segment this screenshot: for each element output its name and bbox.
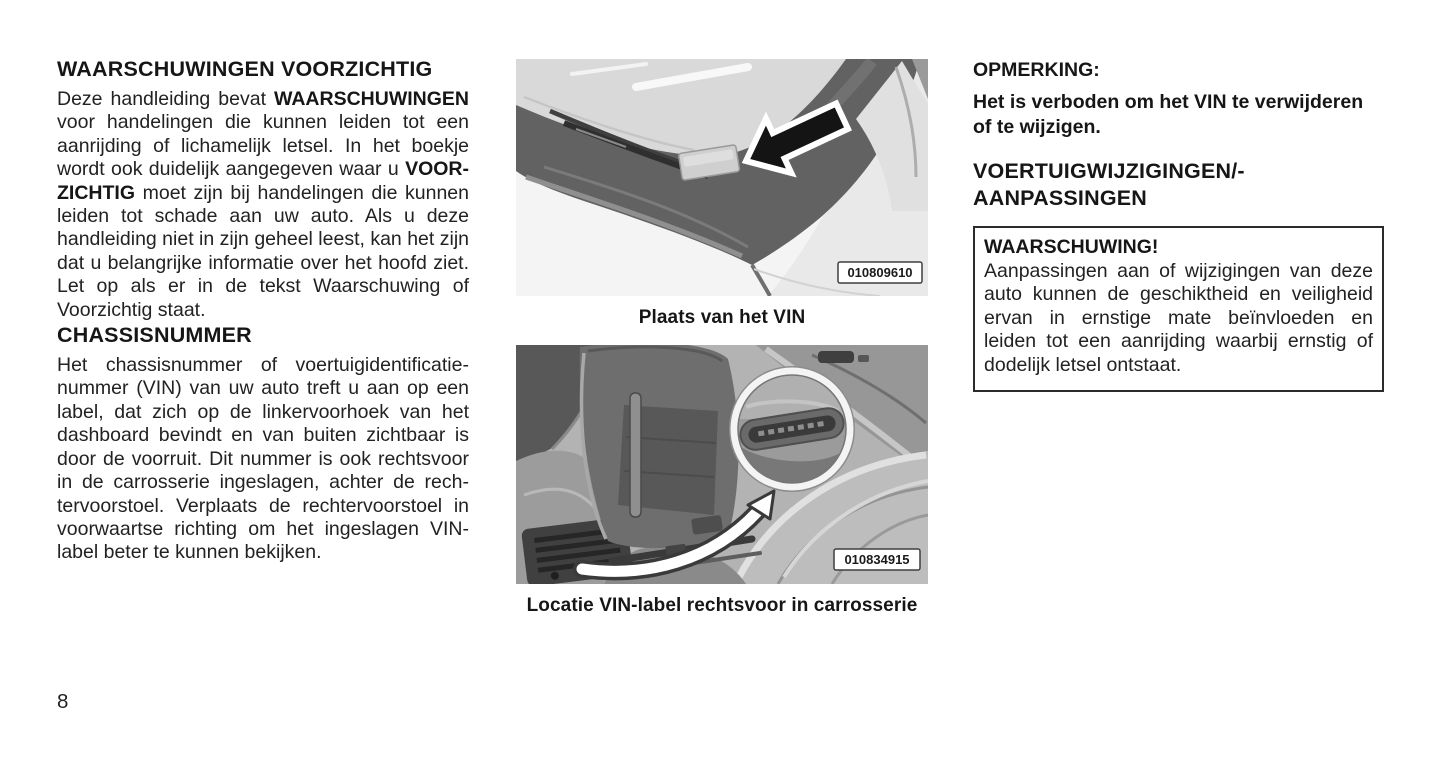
figure-id-text: 010834915 [844,552,910,567]
left-column [57,56,469,565]
vin-windshield-illustration [516,59,928,296]
figure-caption: Plaats van het VIN [638,307,806,328]
modifications-heading-line1: VOERTUIGWIJZIGINGEN/- [973,159,1245,183]
note-text: Het is verboden om het VIN te verwijderen of te wijzigen. [973,91,1364,138]
paragraph-bold-text: VOORZICHTIG [57,158,469,204]
warning-box-heading: WAARSCHUWING! [984,236,1159,258]
chassis-heading: CHASSISNUMMER [57,323,252,348]
figure-id-badge [834,549,920,570]
vin-stamp-magnifier [730,367,854,491]
vin-windshield-figure [516,59,928,329]
figure-column [516,59,928,616]
page-number: 8 [57,690,69,713]
modifications-heading-line2: AANPASSINGEN [973,185,1148,210]
figure-caption: Locatie VIN-label rechtsvoor in carrosserie [526,595,918,616]
paragraph-text: moet zijn bij handelingen die kunnen leiden tot schade aan uw auto. Als u deze handleiding niet in zijn geheel leest, kan het zijn dat u belangrijke informatie over het hoofd ziet. Let op als er in de tekst Waarschuwing of Voorzichtig staat. [57,181,469,321]
paragraph-bold-text: WAARSCHUWINGEN [274,88,469,110]
warning-box-text: Aanpassingen aan of wijzigingen van deze auto kunnen de geschiktheid en veiligheid ervan in ernstige mate beïnvloeden en leiden tot een aanrijding waarbij ernstig of dodelijk letsel ontstaat. [984,260,1373,376]
modifications-heading [973,158,1384,211]
paragraph-text: voor handelingen die kunnen leiden tot een aanrijding of lichamelijk letsel. In het boekje wordt ook duidelijk aangegeven waar u [57,111,469,181]
right-column [973,58,1384,392]
note-heading: OPMERKING: [973,59,1100,81]
figure-id-badge [838,262,922,283]
warnings-paragraph [57,88,469,322]
warnings-heading: WAARSCHUWINGEN VOORZICHTIG [57,57,433,81]
warning-box [973,226,1384,392]
vin-body-figure [516,345,928,617]
paragraph-text: Deze handleiding bevat [57,88,274,110]
vin-body-illustration [516,345,928,584]
figure-id-text: 010809610 [847,265,913,280]
chassis-paragraph: Het chassisnummer of voertuigidentificatienummer (VIN) van uw auto treft u aan op een label, dat zich op de linkervoorhoek van het dashboard bevindt en van buiten zichtbaar is door de voorruit. Dit nummer is ook rechtsvoor in de carrosserie ingeslagen, achter de rechtervoorstoel. Verplaats de rechtervoorstoel in voorwaartse richting om het ingeslagen VIN-label beter te kunnen bekijken. [57,354,469,564]
